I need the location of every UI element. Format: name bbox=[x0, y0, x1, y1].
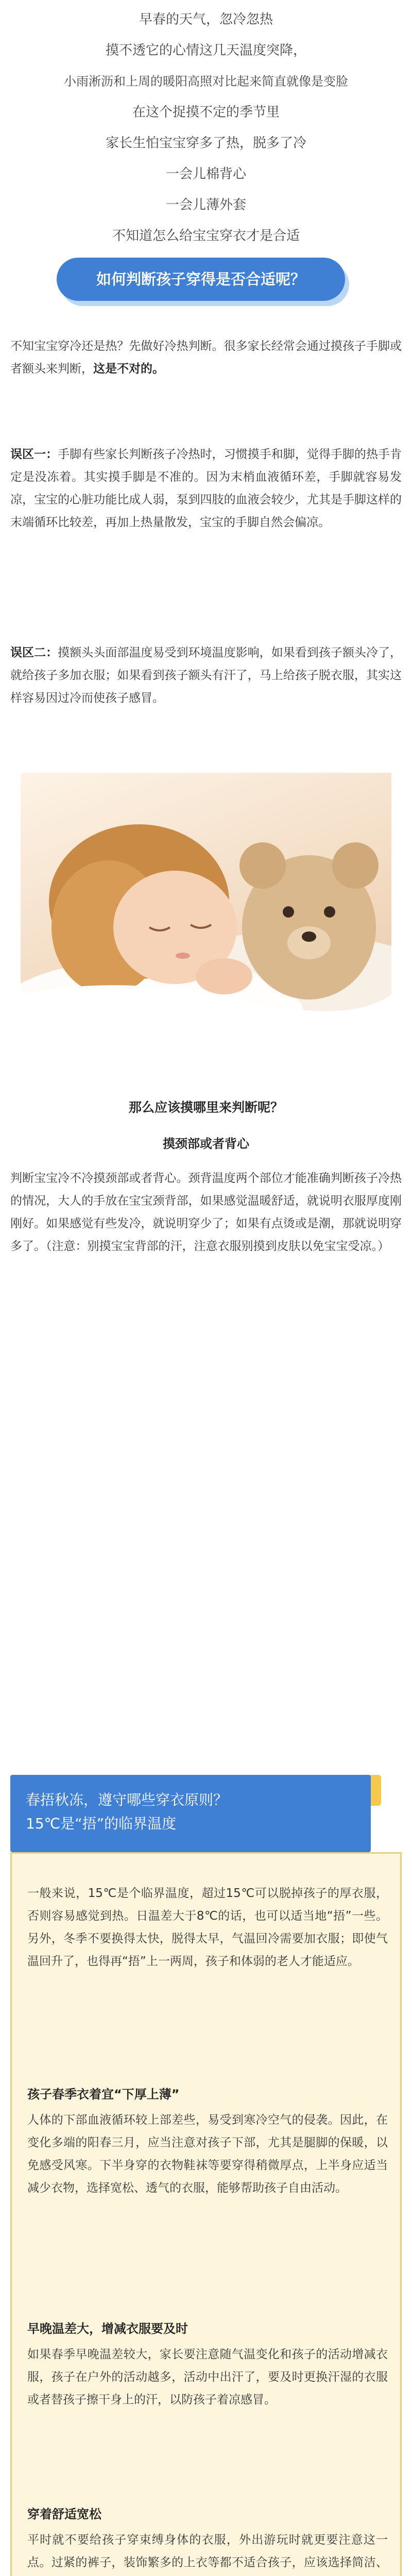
card-heading-2: 孩子春季衣着宜“下厚上薄” bbox=[27, 2087, 180, 2102]
section-badge-label: 如何判断孩子穿得是否合适呢？ bbox=[57, 258, 345, 301]
card-heading-4: 穿着舒适宽松 bbox=[27, 2507, 101, 2521]
misconception-two-text: 摸额头头面部温度易受到环境温度影响，如果看到孩子额头冷了，就给孩子多加衣服；如果看到孩子额头有汗了，马上给孩子脱衣服，其实这样容易因过冷而使孩子感冒。 bbox=[10, 646, 402, 705]
section-badge bbox=[57, 258, 355, 314]
judge-heading: 那么应该摸哪里来判断呢？ bbox=[128, 1100, 283, 1115]
poem-line: 早春的天气，忽冷忽热 bbox=[139, 12, 273, 27]
card-header bbox=[10, 1775, 371, 1852]
intro-poem bbox=[0, 0, 412, 251]
card-paragraph-1: 一般来说，15℃是个临界温度，超过15℃可以脱掉孩子的厚衣服，否则容易感觉到热。日温差大于8℃的话，也可以适当地“捂”一些。另外，冬季不要换得太快，脱得太早，气温回冷需要加衣服；即使气温回升了，也得再“捂”上一两周，孩子和体弱的老人才能适应。 bbox=[27, 1887, 388, 1968]
poem-line: 摸不透它的心情这几天温度突降， bbox=[105, 43, 306, 58]
intro-text: 不知宝宝穿冷还是热？先做好冷热判断。很多家长经常会通过摸孩子手脚或者额头来判断， bbox=[10, 340, 402, 376]
poem-line: 小雨淅沥和上周的暖阳高照对比起来简直就像是变脸 bbox=[64, 74, 348, 89]
judge-paragraph: 判断宝宝冷不冷摸颈部或者背心。颈背温度两个部位才能准确判断孩子冷热的情况，大人的手放在宝宝颈背部，如果感觉温暖舒适，就说明衣服厚度刚刚好。如果感觉有些发冷，就说明穿少了；如果有点烫或是潮，那就说明穿多了。（注意：别摸宝宝背部的汗，注意衣服别摸到皮肤以免宝宝受凉。） bbox=[10, 1172, 402, 1253]
poem-line: 一会儿薄外套 bbox=[165, 197, 246, 213]
misconception-two bbox=[10, 641, 402, 709]
intro-paragraph bbox=[10, 335, 402, 380]
misconception-one-label: 误区一： bbox=[10, 448, 58, 461]
misconception-one-text: 手脚有些家长判断孩子冷热时，习惯摸手和脚，觉得手脚的热手肯定是没冻着。其实摸手脚是不准的。因为末梢血液循环差，手脚就容易发凉，宝宝的心脏功能比成人弱，泵到四肢的血液会较少，尤其是手脚这样的末端循环比较差，再加上热量散发，宝宝的手脚自然会偏凉。 bbox=[10, 448, 402, 529]
card-heading-3: 早晚温差大，增减衣服要及时 bbox=[27, 2321, 188, 2336]
poem-line: 在这个捉摸不定的季节里 bbox=[132, 105, 280, 120]
dressing-principles-card bbox=[10, 1775, 402, 2576]
poem-line: 家长生怕宝宝穿多了热，脱多了冷 bbox=[105, 135, 306, 151]
card-paragraph-2: 人体的下部血液循环较上部差些，易受到寒冷空气的侵袭。因此，在变化多端的阳春三月，应当注意对孩子下部，尤其是腿脚的保暖，以免感受风寒。下半身穿的衣物鞋袜等要穿得稍微厚点，上半身应适当减少衣物，选择宽松、透气的衣服，能够帮助孩子自由活动。 bbox=[27, 2113, 388, 2195]
poem-line: 不知道怎么给宝宝穿衣才是合适 bbox=[112, 228, 300, 244]
card-header-line2: 15℃是“捂”的临界温度 bbox=[26, 1815, 177, 1832]
sleeping-child-photo bbox=[21, 773, 391, 1041]
card-paragraph-3: 如果春季早晚温差较大，家长要注意随气温变化和孩子的活动增减衣服，孩子在户外的活动越多，活动中出汗了，要及时更换汗湿的衣服或者替孩子擦干身上的汗，以防孩子着凉感冒。 bbox=[27, 2348, 388, 2406]
sleeping-child-illustration bbox=[21, 773, 391, 1041]
misconception-one bbox=[10, 443, 402, 534]
misconception-two-label: 误区二： bbox=[10, 646, 58, 659]
intro-emphasis: 这是不对的。 bbox=[93, 362, 164, 376]
poem-line: 一会儿棉背心 bbox=[165, 166, 246, 182]
card-body bbox=[10, 1852, 402, 2576]
card-paragraph-4: 平时就不要给孩子穿束缚身体的衣服，外出游玩时就更要注意这一点。过紧的裤子，装饰繁多的上衣等都不适合孩子，应该选择简洁、 bbox=[27, 2533, 388, 2569]
card-header-line1: 春捂秋冻，遵守哪些穿衣原则？ bbox=[26, 1791, 228, 1808]
judge-subheading: 摸颈部或者背心 bbox=[163, 1137, 249, 1151]
